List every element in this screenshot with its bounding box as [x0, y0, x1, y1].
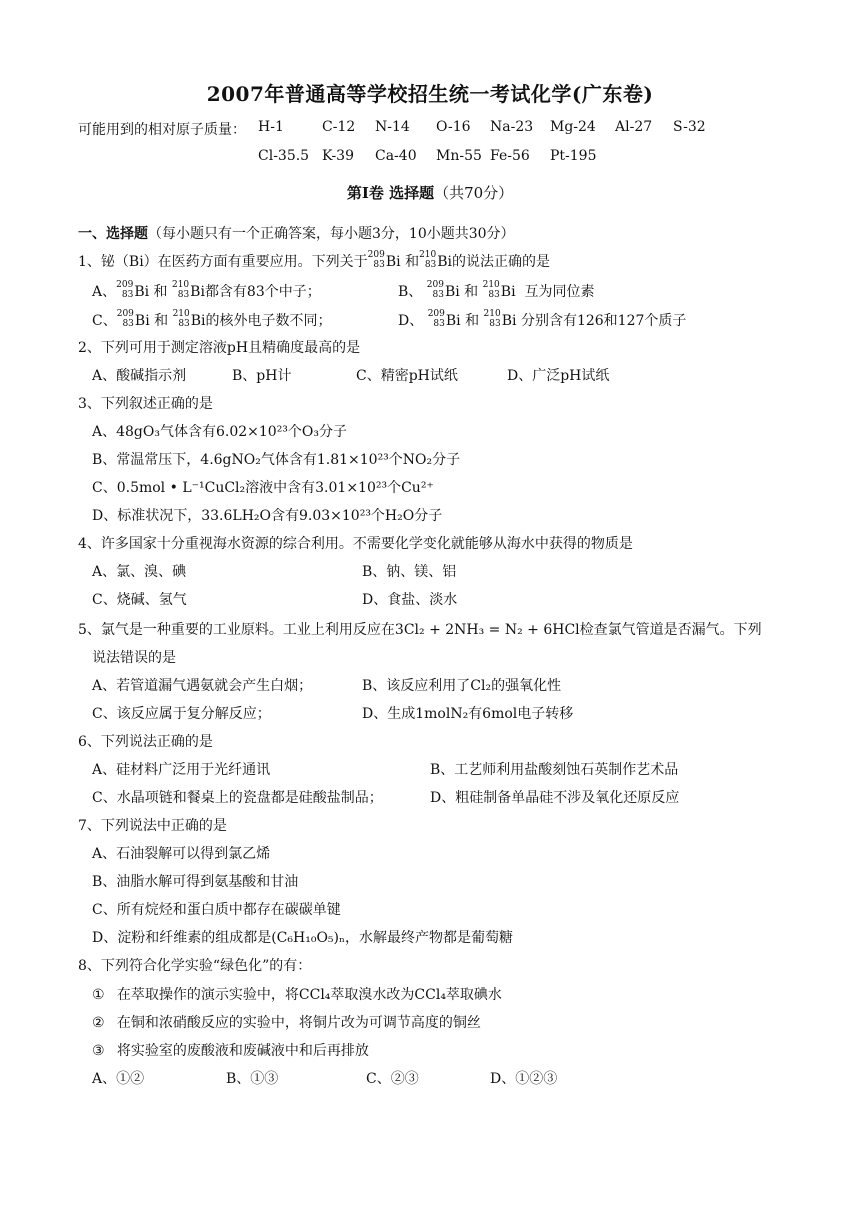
option-b: B、pH计 [232, 368, 292, 384]
option-b: B、①③ [226, 1071, 279, 1087]
section-head: 一、选择题 [78, 226, 148, 242]
atomic-mass-item: Fe-56 [490, 148, 530, 164]
option-c: C、精密pH试纸 [356, 368, 458, 384]
option-b: B、常温常压下，4.6gNO₂气体含有1.81×10²³个NO₂分子 [92, 452, 461, 468]
item-number: ① [92, 987, 105, 1003]
question-3-stem: 3、下列叙述正确的是 [78, 396, 213, 412]
atomic-mass-item: Mg-24 [550, 119, 596, 135]
question-6-stem: 6、下列说法正确的是 [78, 734, 213, 750]
nuclide-bi-210: 210 83 Bi [419, 250, 453, 270]
part-title: 第Ⅰ卷 选择题 [346, 184, 435, 202]
option-d: D、食盐、淡水 [362, 592, 458, 608]
section-heading [78, 224, 515, 244]
option-c: C、烧碱、氢气 [92, 592, 187, 608]
atomic-mass-item: Ca-40 [375, 148, 417, 164]
section-note: （每小题只有一个正确答案，每小题3分，10小题共30分） [148, 226, 515, 242]
item-number: ③ [92, 1043, 105, 1059]
option-a: A、①② [92, 1071, 145, 1087]
stem-text: 和 [405, 254, 420, 270]
question-1-option-b: B、 209 83 Bi 和 210 83 Bi 互为同位素 [398, 280, 595, 300]
part-heading [0, 182, 860, 203]
atomic-mass-item: Cl-35.5 [258, 148, 310, 164]
option-d: D、①②③ [490, 1071, 558, 1087]
option-b: B、该反应利用了Cl₂的强氧化性 [362, 678, 562, 694]
atomic-mass-item: S-32 [673, 119, 706, 135]
option-d: D、粗硅制备单晶硅不涉及氧化还原反应 [430, 790, 680, 806]
option-c: C、0.5mol • L⁻¹CuCl₂溶液中含有3.01×10²³个Cu²⁺ [92, 480, 434, 496]
stem-text: 的说法正确的是 [452, 254, 551, 270]
question-1-option-a: A、 209 83 Bi 和 210 83 Bi都含有83个中子； [92, 280, 321, 300]
atomic-mass-item: Na-23 [490, 119, 534, 135]
option-d: D、生成1molN₂有6mol电子转移 [362, 706, 574, 722]
stem-text: 1、铋（Bi）在医药方面有重要应用。下列关于 [78, 254, 368, 270]
option-c: C、②③ [366, 1071, 419, 1087]
question-2-stem: 2、下列可用于测定溶液pH且精确度最高的是 [78, 340, 361, 356]
question-1-option-d: D、 209 83 Bi 和 210 83 Bi 分别含有126和127个质子 [398, 309, 687, 329]
atomic-mass-item: C-12 [322, 119, 356, 135]
part-note: （共70分） [434, 184, 514, 202]
option-d: D、淀粉和纤维素的组成都是(C₆H₁₀O₅)ₙ，水解最终产物都是葡萄糖 [92, 930, 514, 946]
question-1-option-c: C、 209 83 Bi 和 210 83 Bi的核外电子数不同； [92, 309, 332, 329]
option-c: C、水晶项链和餐桌上的瓷盘都是硅酸盐制品； [92, 790, 383, 806]
option-b: B、工艺师利用盐酸刻蚀石英制作艺术品 [430, 762, 679, 778]
question-1-stem [78, 252, 550, 272]
option-a: A、若管道漏气遇氨就会产生白烟； [92, 678, 313, 694]
atomic-mass-label: 可能用到的相对原子质量： [78, 122, 246, 138]
option-a: A、石油裂解可以得到氯乙烯 [92, 846, 271, 862]
item-text: 在铜和浓硝酸反应的实验中，将铜片改为可调节高度的铜丝 [116, 1015, 481, 1031]
option-a: A、硅材料广泛用于光纤通讯 [92, 762, 271, 778]
option-a: A、48gO₃气体含有6.02×10²³个O₃分子 [92, 424, 348, 440]
option-b: B、油脂水解可得到氨基酸和甘油 [92, 874, 299, 890]
atomic-mass-item: Pt-195 [550, 148, 597, 164]
option-a: A、酸碱指示剂 [92, 368, 187, 384]
atomic-mass-item: K-39 [322, 148, 354, 164]
item-text: 在萃取操作的演示实验中，将CCl₄萃取溴水改为CCl₄萃取碘水 [116, 987, 502, 1003]
atomic-mass-item: H-1 [258, 119, 284, 135]
option-d: D、广泛pH试纸 [507, 368, 610, 384]
option-b: B、钠、镁、铝 [362, 564, 457, 580]
question-8-stem: 8、下列符合化学实验“绿色化”的有： [78, 958, 312, 974]
list-item [92, 1013, 481, 1033]
option-c: C、该反应属于复分解反应； [92, 706, 271, 722]
page-title: 2007年普通高等学校招生统一考试化学(广东卷) [206, 82, 654, 106]
question-7-stem: 7、下列说法中正确的是 [78, 818, 227, 834]
item-text: 将实验室的废酸液和废碱液中和后再排放 [116, 1043, 369, 1059]
atomic-mass-item: O-16 [436, 119, 471, 135]
atomic-mass-item: N-14 [375, 119, 410, 135]
atomic-mass-item: Mn-55 [436, 148, 482, 164]
question-4-stem: 4、许多国家十分重视海水资源的综合利用。不需要化学变化就能够从海水中获得的物质是 [78, 536, 633, 552]
list-item [92, 985, 502, 1005]
question-5-stem: 5、氯气是一种重要的工业原料。工业上利用反应在3Cl₂ + 2NH₃ = N₂ + 6HCl检查氯气管道是否漏气。下列 [78, 622, 762, 638]
atomic-mass-item: Al-27 [615, 119, 653, 135]
option-d: D、标准状况下，33.6LH₂O含有9.03×10²³个H₂O分子 [92, 508, 443, 524]
item-number: ② [92, 1015, 105, 1031]
option-a: A、氯、溴、碘 [92, 564, 187, 580]
question-5-stem-cont: 说法错误的是 [92, 650, 176, 666]
option-c: C、所有烷烃和蛋白质中都存在碳碳单键 [92, 902, 341, 918]
nuclide-bi-209: 209 83 Bi [367, 250, 401, 270]
list-item [92, 1041, 369, 1061]
